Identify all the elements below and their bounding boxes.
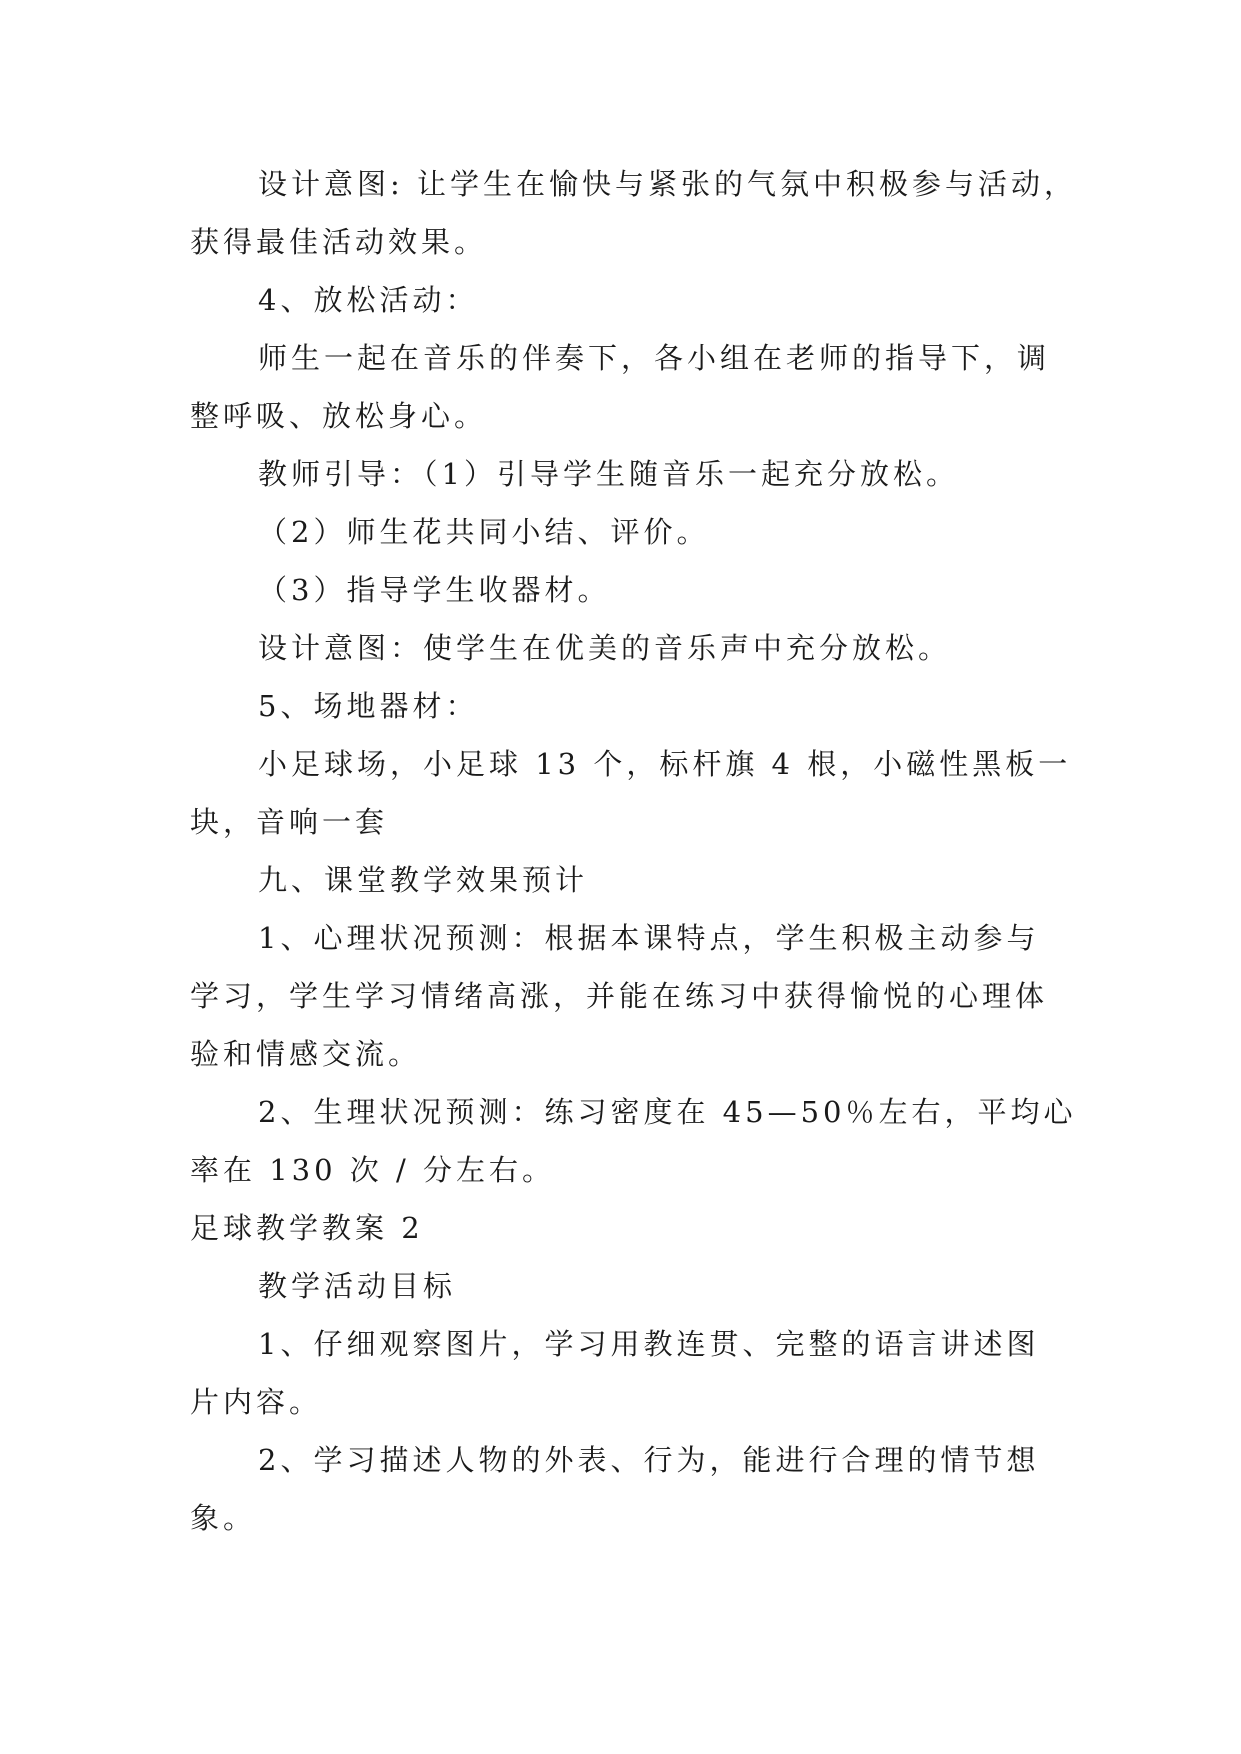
document-title: 足球教学教案 2 xyxy=(190,1211,424,1245)
text-line: 整呼吸、放松身心。 xyxy=(190,399,488,433)
text-line: 设计意图: 让学生在愉快与紧张的气氛中积极参与活动， xyxy=(258,167,1077,201)
section-heading: 九、课堂教学效果预计 xyxy=(258,863,589,897)
text-line: 5、场地器材： xyxy=(258,689,479,723)
text-line: 设计意图：使学生在优美的音乐声中充分放松。 xyxy=(258,631,952,665)
text-line: 块，音响一套 xyxy=(190,805,389,839)
section-heading: 教学活动目标 xyxy=(258,1269,457,1303)
text-line: 1、仔细观察图片，学习用教连贯、完整的语言讲述图 xyxy=(258,1327,1040,1361)
text-line: 2、学习描述人物的外表、行为，能进行合理的情节想 xyxy=(258,1443,1040,1477)
text-line: 象。 xyxy=(190,1501,257,1535)
text-line: （3）指导学生收器材。 xyxy=(258,573,611,607)
text-line: 小足球场，小足球 13 个，标杆旗 4 根，小磁性黑板一 xyxy=(258,747,1072,781)
text-line: 获得最佳活动效果。 xyxy=(190,225,488,259)
text-line: 学习，学生学习情绪高涨，并能在练习中获得愉悦的心理体 xyxy=(190,979,1049,1013)
text-line: 片内容。 xyxy=(190,1385,323,1419)
text-line: 师生一起在音乐的伴奏下，各小组在老师的指导下，调 xyxy=(258,341,1051,375)
text-line: 验和情感交流。 xyxy=(190,1037,422,1071)
text-line: 4、放松活动： xyxy=(258,283,479,317)
text-line: 率在 130 次 / 分左右。 xyxy=(190,1153,555,1187)
text-line: 1、心理状况预测：根据本课特点，学生积极主动参与 xyxy=(258,921,1040,955)
text-line: 教师引导：（1）引导学生随音乐一起充分放松。 xyxy=(258,457,959,491)
text-line: （2）师生花共同小结、评价。 xyxy=(258,515,710,549)
text-line: 2、生理状况预测：练习密度在 45—50％左右，平均心 xyxy=(258,1095,1077,1129)
